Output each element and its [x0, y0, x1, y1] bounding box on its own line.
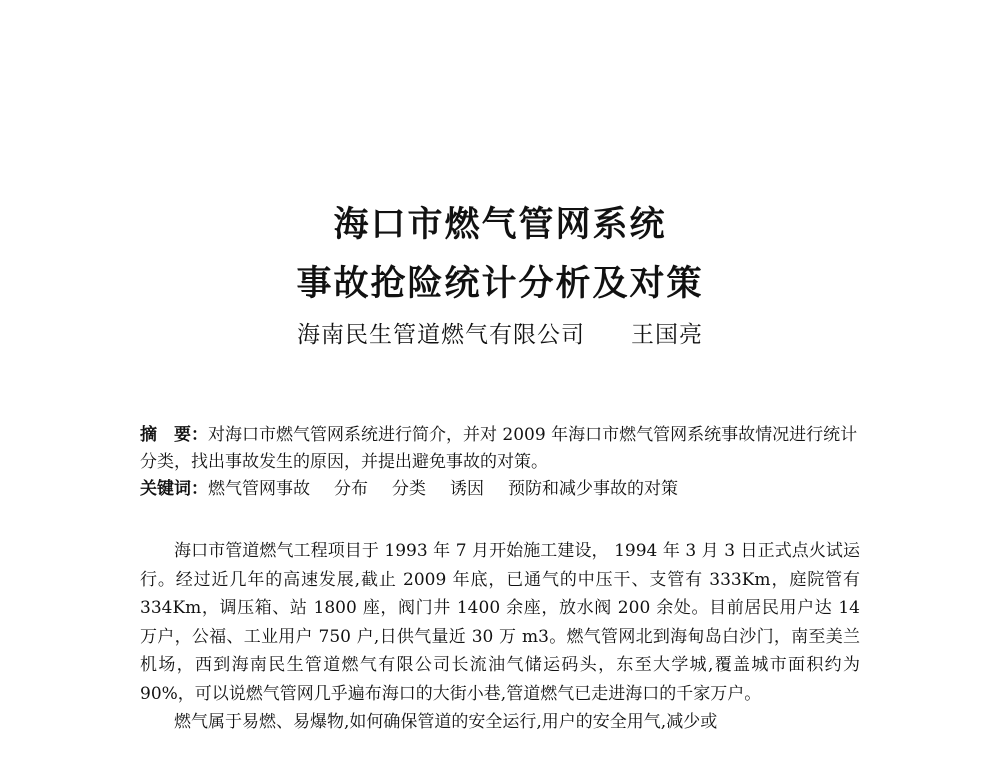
keywords-label: 关键词：	[140, 479, 208, 499]
abstract	[140, 422, 860, 476]
author-name: 王国亮	[631, 322, 703, 348]
body-text	[140, 537, 860, 737]
keyword: 燃气管网事故	[208, 479, 310, 499]
author-organization: 海南民生管道燃气有限公司	[297, 322, 585, 348]
byline	[0, 316, 1000, 349]
body-paragraph: 燃气属于易燃、易爆物,如何确保管道的安全运行,用户的安全用气,减少或	[174, 712, 718, 732]
keyword: 分布	[334, 479, 368, 499]
abstract-text: 对海口市燃气管网系统进行简介，并对 2009 年海口市燃气管网系统事故情况进行统计分类，找出事故发生的原因，并提出避免事故的对策。	[140, 425, 858, 472]
keywords	[140, 476, 860, 503]
abstract-section	[140, 422, 860, 503]
keyword: 分类	[392, 479, 426, 499]
keyword: 预防和减少事故的对策	[508, 479, 678, 499]
paper-title-line-2: 事故抢险统计分析及对策	[296, 264, 704, 304]
abstract-label: 摘 要：	[140, 425, 208, 445]
body-paragraph: 海口市管道燃气工程项目于 1993 年 7 月开始施工建设， 1994 年 3 月 3 日正式点火试运行。经过近几年的高速发展,截止 2009 年底，已通气的中压干、支管有 333Km，庭院管有 334Km，调压箱、站 1800 座，阀门井 1400 余座，放水阀 200 余处。目前居民用户达 14 万户，公福、工业用户 750 户,日供气量近 30 万 m3。燃气管网北到海甸岛白沙门，南至美兰机场，西到海南民生管道燃气有限公司长流油气储运码头，东至大学城,覆盖城市面积约为 90%，可以说燃气管网几乎遍布海口的大街小巷,管道燃气已走进海口的千家万户。	[140, 541, 860, 704]
paper-title-line-1: 海口市燃气管网系统	[333, 205, 667, 245]
keyword: 诱因	[450, 479, 484, 499]
